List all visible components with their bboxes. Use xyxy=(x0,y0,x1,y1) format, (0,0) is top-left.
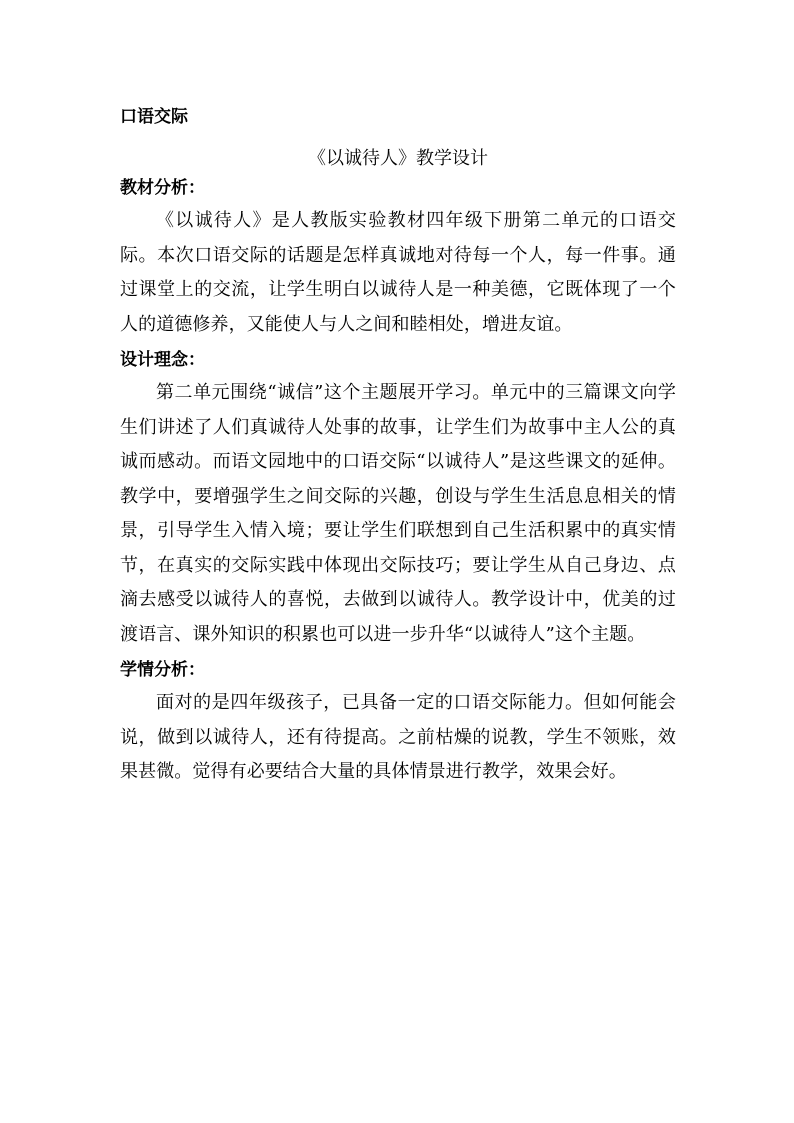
section-heading: 教材分析： xyxy=(120,178,205,198)
header-label: 口语交际 xyxy=(120,107,188,127)
section-paragraph: 第二单元围绕“诚信”这个主题展开学习。单元中的三篇课文向学生们讲述了人们真诚待人处事的故事，让学生们为故事中主人公的真诚而感动。而语文园地中的口语交际“以诚待人”是这些课文的延伸。教学中，要增强学生之间交际的兴趣，创设与学生生活息息相关的情景，引导学生入情入境；要让学生们联想到自己生活积累中的真实情节，在真实的交际实践中体现出交际技巧；要让学生从自己身边、点滴去感受以诚待人的喜悦，去做到以诚待人。教学设计中，优美的过渡语言、课外知识的积累也可以进一步升华“以诚待人”这个主题。 xyxy=(120,382,676,645)
section-student-analysis xyxy=(120,656,676,790)
document-body xyxy=(120,104,676,794)
section-paragraph: 《以诚待人》是人教版实验教材四年级下册第二单元的口语交际。本次口语交际的话题是怎样真诚地对待每一个人，每一件事。通过课堂上的交流，让学生明白以诚待人是一种美德，它既体现了一个人的道德修养，又能使人与人之间和睦相处，增进友谊。 xyxy=(120,210,676,335)
section-heading: 设计理念： xyxy=(120,350,205,370)
section-paragraph: 面对的是四年级孩子，已具备一定的口语交际能力。但如何能会说，做到以诚待人，还有待提高。之前枯燥的说教，学生不领账，效果甚微。觉得有必要结合大量的具体情景进行教学，效果会好。 xyxy=(120,692,676,782)
document-title: 《以诚待人》教学设计 xyxy=(308,148,488,169)
section-textbook-analysis xyxy=(120,174,676,342)
section-heading: 学情分析： xyxy=(120,660,205,680)
section-design-concept xyxy=(120,346,676,652)
